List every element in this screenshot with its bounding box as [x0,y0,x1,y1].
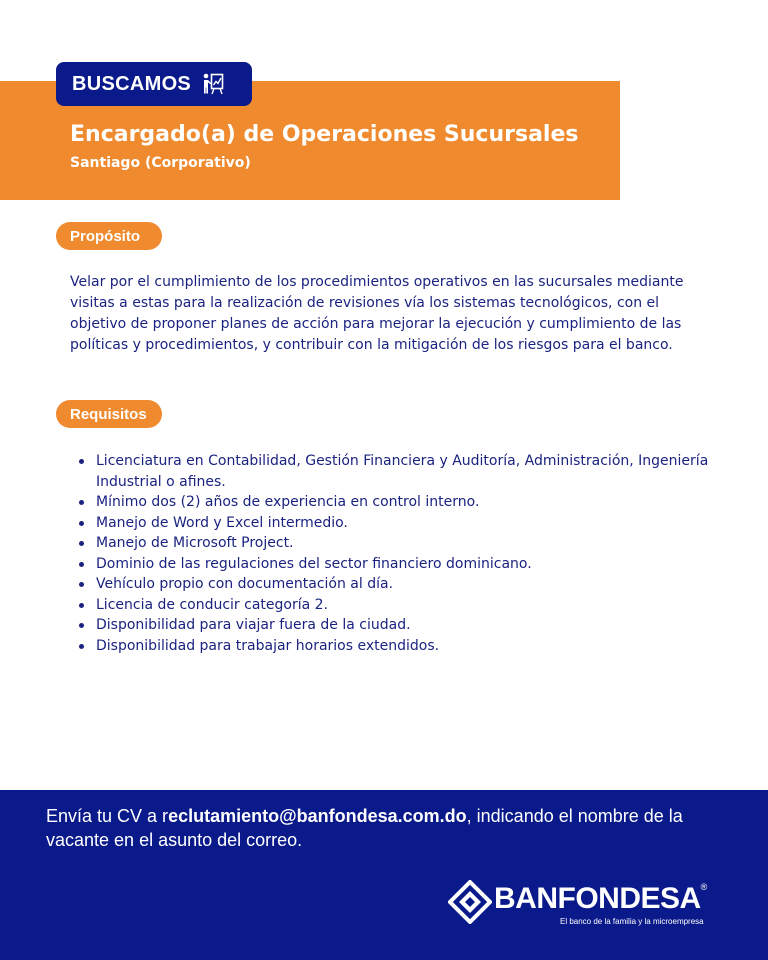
requirement-item: Manejo de Microsoft Project. [96,533,716,554]
footer-cta [46,804,736,852]
presenter-board-icon [201,72,225,96]
requirement-item: Mínimo dos (2) años de experiencia en control interno. [96,492,716,513]
job-title: Encargado(a) de Operaciones Sucursales [70,122,579,147]
recruitment-email: eclutamiento@banfondesa.com.do [168,806,467,826]
requirement-item: Licenciatura en Contabilidad, Gestión Financiera y Auditoría, Administración, Ingeniería Industrial o afines. [96,451,716,492]
footer-text-after: , indicando el nombre de la vacante en el asunto del correo. [46,806,683,850]
purpose-text: Velar por el cumplimiento de los procedimientos operativos en las sucursales mediante visitas a estas para la realización de revisiones vía los sistemas tecnológicos, con el objetivo de proponer planes de acción para mejorar la ejecución y cumplimiento de las políticas y procedimientos, y contribuir con la mitigación de los riesgos para el banco. [70,274,684,353]
banfondesa-logo [448,880,714,930]
badge-label: BUSCAMOS [72,72,192,95]
requirement-item: Vehículo propio con documentación al día. [96,574,716,595]
job-location: Santiago (Corporativo) [70,155,251,171]
requirements-label: Requisitos [56,400,162,428]
buscamos-badge [56,62,252,106]
purpose-label: Propósito [56,222,162,250]
requirement-item: Disponibilidad para viajar fuera de la ciudad. [96,615,716,636]
requirement-item: Disponibilidad para trabajar horarios extendidos. [96,636,716,657]
footer-text-before: Envía tu CV a r [46,806,169,826]
logo-wordmark: BANFONDESA® [494,882,707,915]
logo-tagline: El banco de la familia y la microempresa [560,917,704,926]
banfondesa-logo-mark-icon [448,880,492,924]
requirements-list [70,451,716,656]
requirement-item: Manejo de Word y Excel intermedio. [96,513,716,534]
requirement-item: Dominio de las regulaciones del sector financiero dominicano. [96,554,716,575]
requirement-item: Licencia de conducir categoría 2. [96,595,716,616]
